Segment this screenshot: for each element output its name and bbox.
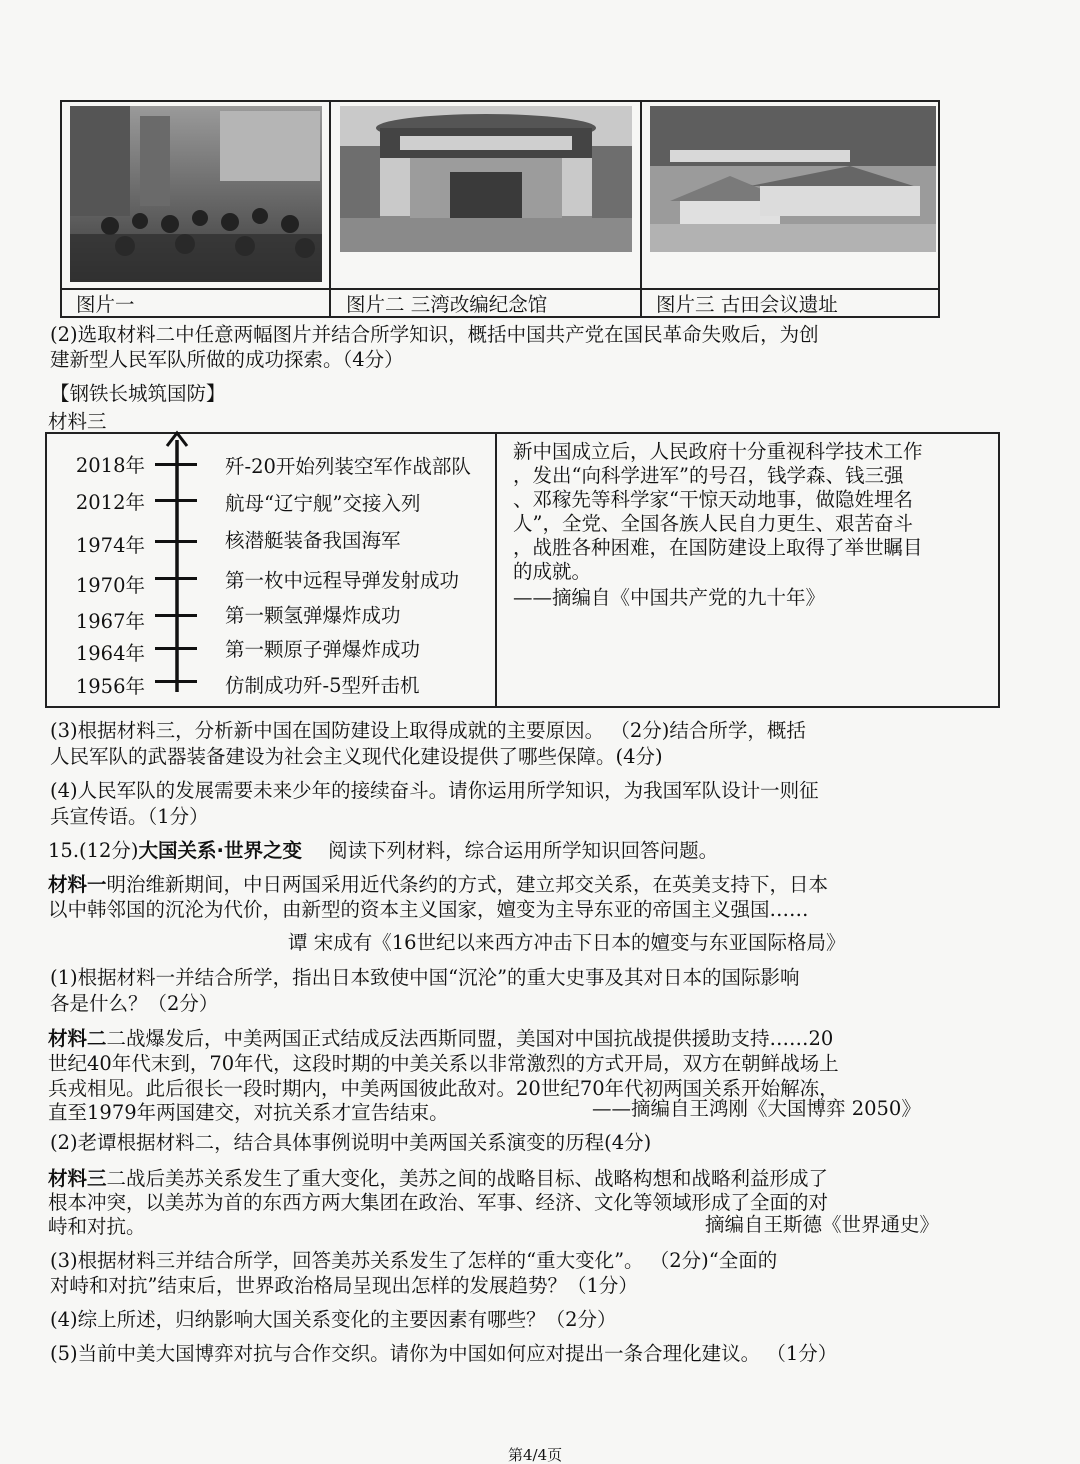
m2-line-1: 材料二二战爆发后，中美两国正式结成反法西斯同盟，美国对中国抗战提供援助支持……20 [48, 1027, 834, 1050]
q15-instruction: 阅读下列材料，综合运用所学知识回答问题。 [328, 839, 719, 862]
timeline-event: 歼-20开始列装空军作战部队 [225, 455, 471, 478]
q14-4-line-1: (4)人民军队的发展需要未来少年的接续奋斗。请你运用所学知识，为我国军队设计一则征 [50, 779, 819, 802]
caption-photo-3: 图片三 古田会议遗址 [656, 293, 838, 316]
timeline-table [45, 432, 1000, 708]
timeline-year: 2018年 [75, 454, 145, 477]
quote-line: ，战胜各种困难，在国防建设上取得了举世瞩目 [513, 536, 923, 559]
quote-line: ，发出“向科学进军”的号召，钱学森、钱三强 [513, 464, 904, 487]
timeline-year: 1956年 [75, 675, 145, 698]
timeline-year: 2012年 [75, 491, 145, 514]
timeline-axis-arrow-icon [165, 430, 189, 698]
q15-2: (2)老谭根据材料二，结合具体事例说明中美两国关系演变的历程(4分) [50, 1131, 652, 1154]
q14-4-line-2: 兵宣传语。（1分） [50, 805, 209, 828]
timeline-event: 仿制成功歼-5型歼击机 [225, 674, 420, 697]
quote-line: 的成就。 [513, 560, 592, 583]
q15-3-line-1: (3)根据材料三并结合所学，回答美苏关系发生了怎样的“重大变化”。 （2分)“全面的 [50, 1249, 778, 1272]
timeline-year: 1967年 [75, 610, 145, 633]
m3-line-3: 峙和对抗。 [48, 1215, 146, 1238]
quote-line: 、邓稼先等科学家“干惊天动地事，做隐姓埋名 [513, 488, 913, 511]
m2-line-2: 世纪40年代末到，70年代，这段时期的中美关系以非常激烈的方式开局，双方在朝鲜战场上 [48, 1052, 839, 1075]
page-footer: 第4/4页 [508, 1446, 563, 1464]
caption-photo-2: 图片二 三湾改编纪念馆 [346, 293, 548, 316]
timeline-event: 第一枚中远程导弹发射成功 [225, 569, 460, 592]
photo-table [60, 100, 940, 318]
caption-photo-1: 图片一 [76, 293, 135, 316]
m2-label: 材料二 [48, 1027, 107, 1050]
timeline-event: 核潜艇装备我国海军 [225, 529, 401, 552]
photo-gutian-site-image [650, 106, 936, 252]
q15-1-line-2: 各是什么？（2分） [50, 992, 219, 1015]
m3-source: 摘编自王斯德《世界通史》 [705, 1213, 940, 1236]
m3-line-2: 根本冲突，以美苏为首的东西方两大集团在政治、军事、经济、文化等领域形成了全面的对 [48, 1191, 829, 1214]
q15-number: 15.(12分) [48, 839, 139, 862]
photo-sanwan-memorial-image [340, 106, 632, 252]
timeline-year: 1964年 [75, 642, 145, 665]
q15-5: (5)当前中美大国博弈对抗与合作交织。请你为中国如何应对提出一条合理化建议。 （1分） [50, 1342, 838, 1365]
q15-title: 大国关系·世界之变 [138, 839, 302, 862]
quote-line: 人”，全党、全国各族人民自力更生、艰苦奋斗 [513, 512, 913, 535]
photo-crowd-image [70, 106, 322, 282]
quote-source: ——摘编自《中国共产党的九十年》 [513, 586, 826, 609]
m1-source: 谭 宋成有《16世纪以来西方冲击下日本的嬗变与东亚国际格局》 [288, 931, 846, 954]
m2-source: ——摘编自王鸿刚《大国博弈 2050》 [592, 1097, 921, 1120]
q15-1-line-1: (1)根据材料一并结合所学，指出日本致使中国“沉沦”的重大史事及其对日本的国际影响 [50, 966, 800, 989]
q14-2-line-1: (2)选取材料二中任意两幅图片并结合所学知识，概括中国共产党在国民革命失败后，为创 [50, 323, 819, 346]
q15-header [48, 838, 718, 864]
m1-label: 材料一 [48, 873, 107, 896]
timeline-year: 1970年 [75, 574, 145, 597]
material-3-label: 材料三 [48, 410, 107, 433]
m1-line-2: 以中韩邻国的沉沦为代价，由新型的资本主义国家，嬗变为主导东亚的帝国主义强国…… [48, 898, 809, 921]
q14-2-line-2: 建新型人民军队所做的成功探索。（4分） [50, 348, 404, 371]
q14-3-line-2: 人民军队的武器装备建设为社会主义现代化建设提供了哪些保障。(4分) [50, 745, 663, 768]
m2-line-4: 直至1979年两国建交，对抗关系才宣告结束。 [48, 1101, 449, 1124]
q15-4: (4)综上所述，归纳影响大国关系变化的主要因素有哪些？（2分） [50, 1308, 617, 1331]
timeline-event: 第一颗氢弹爆炸成功 [225, 604, 401, 627]
timeline-event: 第一颗原子弹爆炸成功 [225, 638, 421, 661]
m1-line-1: 材料一明治维新期间，中日两国采用近代条约的方式，建立邦交关系，在英美支持下，日本 [48, 873, 829, 896]
quote-line: 新中国成立后，人民政府十分重视科学技术工作 [513, 440, 923, 463]
m3-line-1: 材料三二战后美苏关系发生了重大变化，美苏之间的战略目标、战略构想和战略利益形成了 [48, 1167, 829, 1190]
section-title: 【钢铁长城筑国防】 [50, 382, 226, 405]
q15-3-line-2: 对峙和对抗”结束后，世界政治格局呈现出怎样的发展趋势？（1分） [50, 1274, 638, 1297]
m3-label: 材料三 [48, 1167, 107, 1190]
q14-3-line-1: (3)根据材料三，分析新中国在国防建设上取得成就的主要原因。 （2分)结合所学，概括 [50, 719, 806, 742]
timeline-event: 航母“辽宁舰”交接入列 [225, 492, 421, 515]
timeline-year: 1974年 [75, 534, 145, 557]
m2-line-3: 兵戎相见。此后很长一段时期内，中美两国彼此敌对。20世纪70年代初两国关系开始解冻， [48, 1077, 839, 1100]
